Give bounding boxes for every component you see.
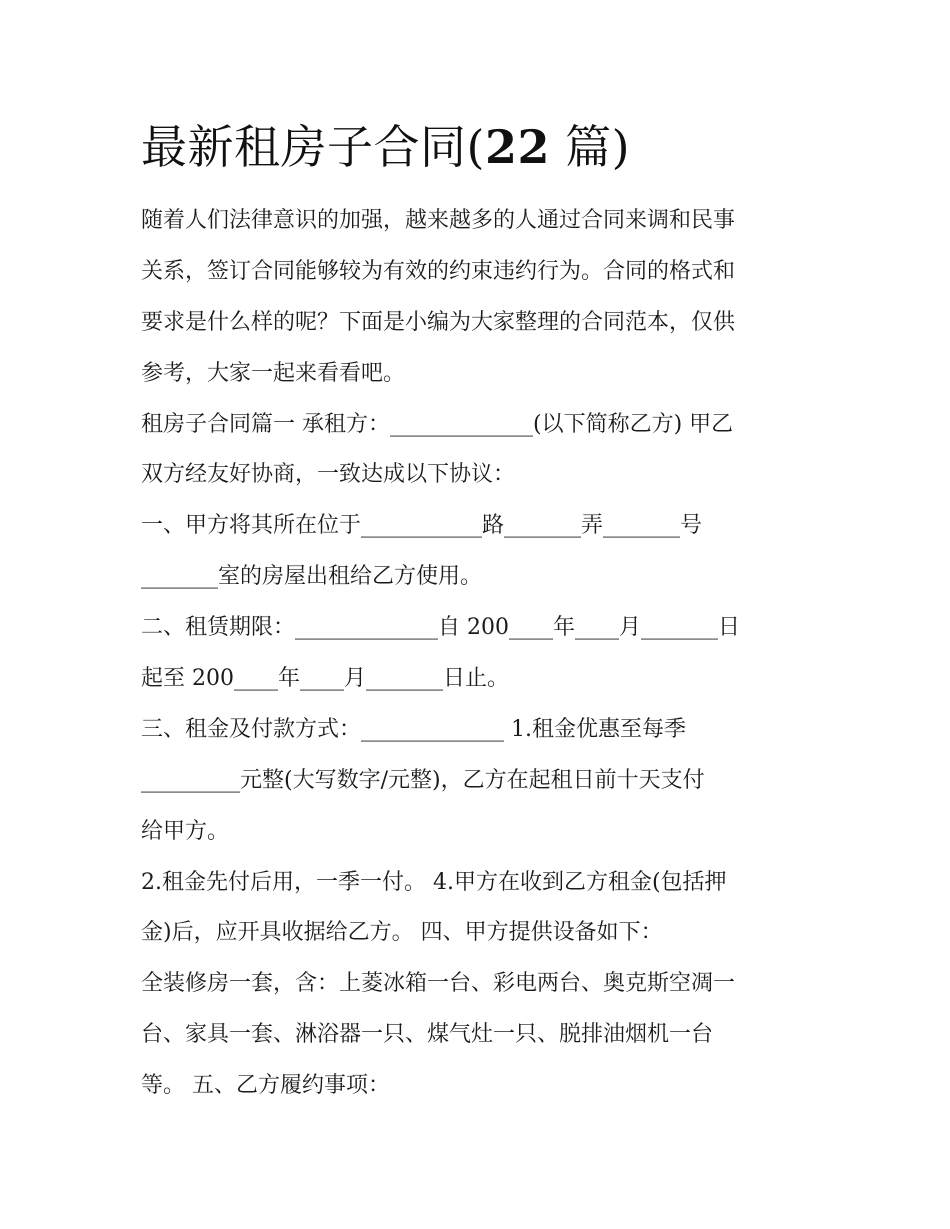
document-page: [141, 112, 816, 1112]
document-title: [141, 112, 816, 184]
text-line: 双方经友好协商，一致达成以下协议：: [141, 462, 516, 488]
payment-terms-paragraph: [141, 858, 816, 960]
text-line: 三、租金及付款方式：_____________ 1.租金优惠至每季: [141, 716, 686, 742]
text-line: 2.租金先付后用，一季一付。 4.甲方在收到乙方租金(包括押: [141, 869, 727, 895]
text-line: 金)后，应开具收据给乙方。 四、甲方提供设备如下：: [141, 920, 663, 946]
title-number: 22: [484, 120, 550, 174]
equipment-paragraph: [141, 959, 816, 1112]
text-line: 等。 五、乙方履约事项：: [141, 1073, 390, 1099]
text-line: _________元整(大写数字/元整)，乙方在起租日前十天支付: [141, 767, 705, 793]
contract-opening-paragraph: [141, 400, 816, 502]
title-main: 最新租房子合同(: [141, 120, 485, 174]
text-line: 起至 200____年____月_______日止。: [141, 666, 509, 692]
text-line: 二、租赁期限：_____________自 200____年____月_______日: [141, 615, 740, 641]
text-line: 参考，大家一起来看看吧。: [141, 360, 406, 386]
text-line: 全装修房一套，含：上菱冰箱一台、彩电两台、奥克斯空凋一: [141, 971, 736, 997]
text-line: 给甲方。: [141, 818, 230, 844]
text-line: 关系，签订合同能够较为有效的约束违约行为。合同的格式和: [141, 258, 736, 284]
clause-one-paragraph: [141, 501, 816, 603]
text-line: 随着人们法律意识的加强，越来越多的人通过合同来调和民事: [141, 208, 736, 233]
text-line: 一、甲方将其所在位于___________路_______弄_______号: [141, 513, 703, 539]
text-line: _______室的房屋出租给乙方使用。: [141, 564, 483, 590]
text-line: 租房子合同篇一 承租方：_____________(以下简称乙方) 甲乙: [141, 411, 734, 437]
intro-paragraph: [141, 196, 816, 400]
clause-two-paragraph: [141, 603, 816, 705]
text-line: 要求是什么样的呢？下面是小编为大家整理的合同范本，仅供: [141, 309, 736, 335]
text-line: 台、家具一套、淋浴器一只、煤气灶一只、脱排油烟机一台: [141, 1022, 714, 1048]
title-end: 篇): [549, 120, 631, 174]
clause-three-paragraph: [141, 705, 816, 858]
